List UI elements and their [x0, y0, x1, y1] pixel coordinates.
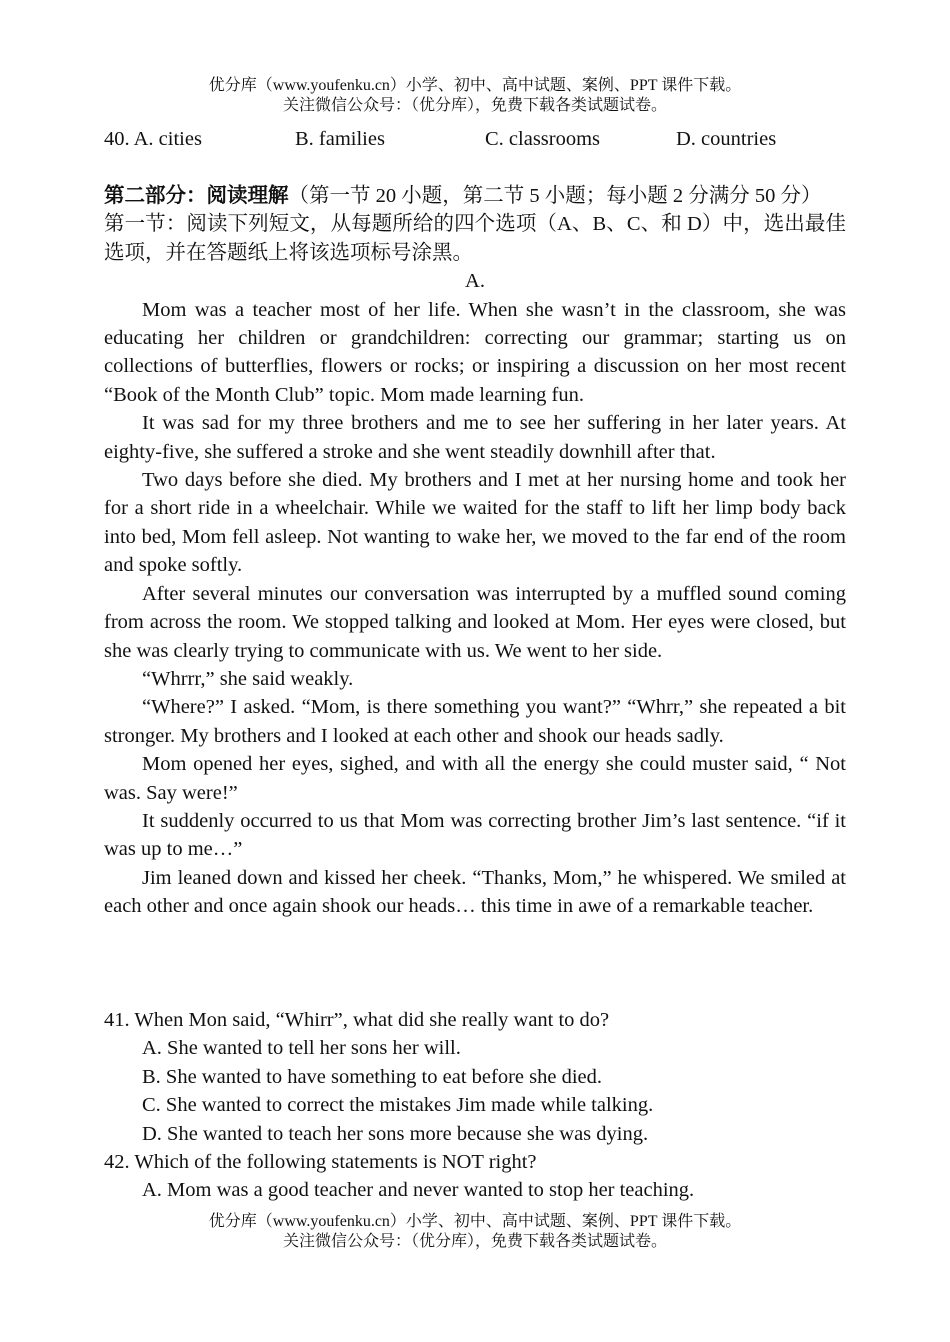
questions-block — [104, 1006, 846, 1205]
footer-line-1: 优分库（www.youfenku.cn）小学、初中、高中试题、案例、PPT 课件下载。 — [208, 1213, 742, 1230]
passage-paragraph: Mom opened her eyes, sighed, and with all the energy she could muster said, “ Not was. Say were!” — [104, 753, 846, 804]
q40-option-a: 40. A. cities — [104, 128, 202, 150]
header-line-1: 优分库（www.youfenku.cn）小学、初中、高中试题、案例、PPT 课件下载。 — [208, 77, 742, 94]
question-42-stem: 42. Which of the following statements is NOT right? — [104, 1151, 537, 1174]
reading-section — [104, 182, 846, 921]
passage-paragraph: “Where?” I asked. “Mom, is there something you want?” “Whrr,” she repeated a bit stronger. My brothers and I looked at each other and shook our heads sadly. — [104, 696, 846, 747]
question-option: C. She wanted to correct the mistakes Jim made while talking. — [142, 1094, 654, 1117]
part2-heading — [104, 182, 846, 210]
question-option: D. She wanted to teach her sons more because she was dying. — [142, 1122, 649, 1145]
passage-paragraph: Two days before she died. My brothers and I met at her nursing home and took her for a short ride in a wheelchair. While we waited for the staff to lift her limp body back into bed, Mom fell asleep. Not wanting to wake her, we moved to the far end of the room and spoke softly. — [104, 469, 846, 577]
footer-line-2: 关注微信公众号：（优分库），免费下载各类试题试卷。 — [282, 1233, 667, 1250]
passage-label: A. — [465, 270, 485, 293]
passage-paragraph: “Whrrr,” she said weakly. — [142, 667, 354, 690]
question-option: B. She wanted to have something to eat before she died. — [142, 1065, 602, 1088]
passage-paragraph: Mom was a teacher most of her life. When she wasn’t in the classroom, she was educating her children or grandchildren: correcting our grammar; starting us on collections of butterflies, flowers or rocks; or inspiring a discussion on her most recent “Book of the Month Club” topic. Mom made learning fun. — [104, 298, 846, 406]
q40-option-d: D. countries — [676, 128, 777, 150]
passage-paragraph: After several minutes our conversation was interrupted by a muffled sound coming from across the room. We stopped talking and looked at Mom. Her eyes were closed, but she was clearly trying to communicate with us. We went to her side. — [104, 582, 846, 662]
part2-description: （第一节 20 小题，第二节 5 小题；每小题 2 分满分 50 分） — [288, 185, 822, 207]
q40-option-b: B. families — [295, 128, 385, 150]
q40-option-c: C. classrooms — [485, 128, 601, 150]
part2-title: 第二部分：阅读理解 — [104, 185, 289, 207]
question-option: A. She wanted to tell her sons her will. — [142, 1037, 461, 1060]
passage-paragraph: Jim leaned down and kissed her cheek. “Thanks, Mom,” he whispered. We smiled at each other and once again shook our heads… this time in awe of a remarkable teacher. — [104, 866, 846, 918]
question-41-stem: 41. When Mon said, “Whirr”, what did she really want to do? — [104, 1009, 610, 1031]
passage-paragraph: It suddenly occurred to us that Mom was correcting brother Jim’s last sentence. “if it was up to me…” — [104, 809, 846, 861]
header-line-2: 关注微信公众号：（优分库），免费下载各类试题试卷。 — [282, 97, 667, 114]
section1-instructions: 第一节：阅读下列短文，从每题所给的四个选项（A、B、C、和 D）中，选出最佳选项，并在答题纸上将该选项标号涂黑。 — [104, 213, 846, 264]
page-footer — [0, 1212, 950, 1252]
question-option: A. Mom was a good teacher and never wanted to stop her teaching. — [142, 1179, 695, 1202]
passage-paragraph: It was sad for my three brothers and me to see her suffering in her later years. At eighty-five, she suffered a stroke and she went steadily downhill after that. — [104, 412, 846, 463]
page-header — [0, 76, 950, 116]
